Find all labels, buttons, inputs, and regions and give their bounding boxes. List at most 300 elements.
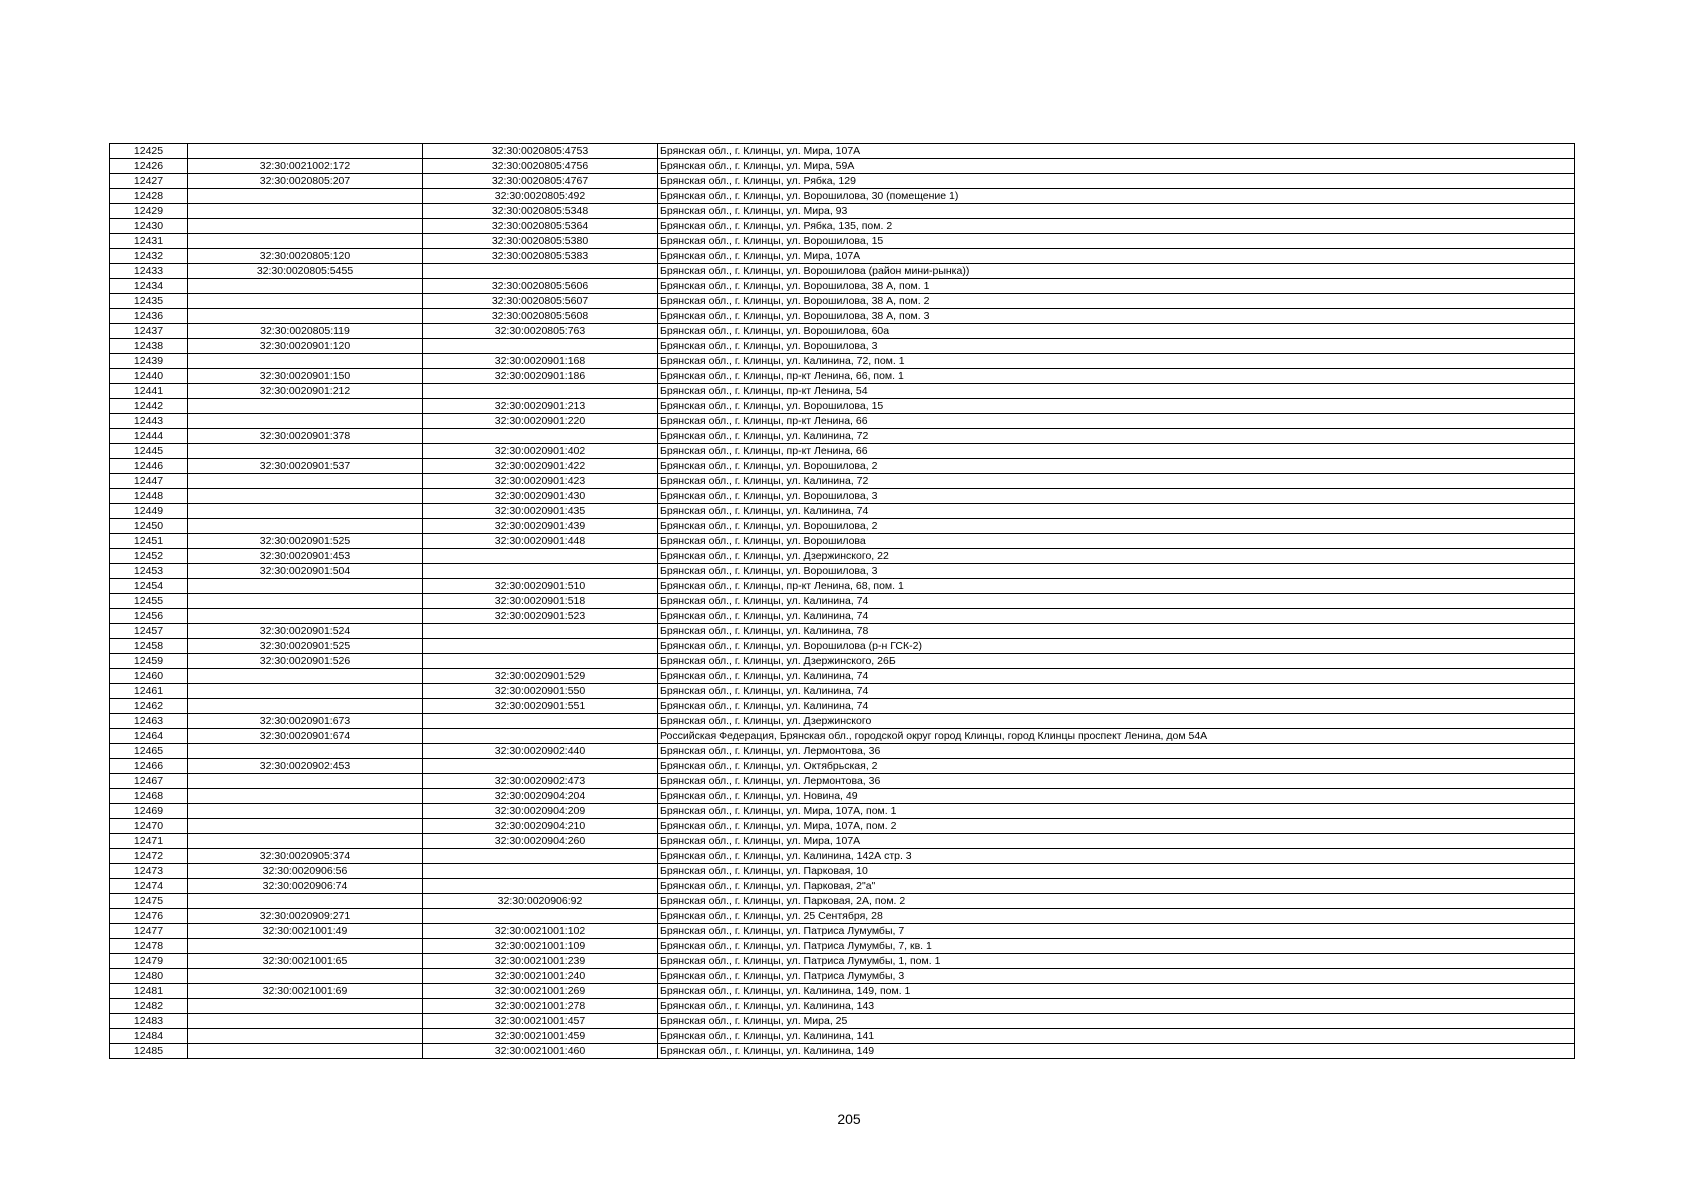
row-number-cell: 12439 [110, 354, 188, 369]
row-number-cell: 12450 [110, 519, 188, 534]
address-cell: Брянская обл., г. Клинцы, ул. Мира, 107А [658, 249, 1575, 264]
object-cadastral-number-cell [423, 564, 658, 579]
table-row [110, 339, 1575, 354]
land-cadastral-number-cell [188, 1029, 423, 1044]
address-cell: Брянская обл., г. Клинцы, ул. Калинина, 142А стр. 3 [658, 849, 1575, 864]
land-cadastral-number-cell: 32:30:0020906:74 [188, 879, 423, 894]
table-row [110, 849, 1575, 864]
address-cell: Брянская обл., г. Клинцы, ул. Рябка, 129 [658, 174, 1575, 189]
land-cadastral-number-cell [188, 774, 423, 789]
address-cell: Брянская обл., г. Клинцы, ул. Калинина, 149 [658, 1044, 1575, 1059]
object-cadastral-number-cell [423, 639, 658, 654]
object-cadastral-number-cell: 32:30:0021001:457 [423, 1014, 658, 1029]
table-row [110, 444, 1575, 459]
object-cadastral-number-cell: 32:30:0021001:278 [423, 999, 658, 1014]
row-number-cell: 12466 [110, 759, 188, 774]
table-row [110, 1029, 1575, 1044]
address-cell: Брянская обл., г. Клинцы, ул. Калинина, 74 [658, 504, 1575, 519]
land-cadastral-number-cell [188, 609, 423, 624]
object-cadastral-number-cell: 32:30:0020901:220 [423, 414, 658, 429]
table-row [110, 1044, 1575, 1059]
table-row [110, 804, 1575, 819]
row-number-cell: 12482 [110, 999, 188, 1014]
land-cadastral-number-cell [188, 579, 423, 594]
row-number-cell: 12459 [110, 654, 188, 669]
address-cell: Брянская обл., г. Клинцы, ул. Ворошилова, 3 [658, 339, 1575, 354]
registry-table [109, 143, 1575, 1059]
address-cell: Брянская обл., г. Клинцы, ул. Парковая, 2"а" [658, 879, 1575, 894]
address-cell: Брянская обл., г. Клинцы, ул. Рябка, 135, пом. 2 [658, 219, 1575, 234]
table-row [110, 969, 1575, 984]
table-row [110, 639, 1575, 654]
land-cadastral-number-cell [188, 594, 423, 609]
address-cell: Брянская обл., г. Клинцы, ул. Калинина, 74 [658, 609, 1575, 624]
row-number-cell: 12440 [110, 369, 188, 384]
address-cell: Брянская обл., г. Клинцы, ул. Ворошилова, 2 [658, 519, 1575, 534]
address-cell: Брянская обл., г. Клинцы, ул. Калинина, 72, пом. 1 [658, 354, 1575, 369]
row-number-cell: 12475 [110, 894, 188, 909]
address-cell: Брянская обл., г. Клинцы, ул. Мира, 93 [658, 204, 1575, 219]
object-cadastral-number-cell: 32:30:0020904:260 [423, 834, 658, 849]
address-cell: Брянская обл., г. Клинцы, ул. Ворошилова, 3 [658, 489, 1575, 504]
address-cell: Брянская обл., г. Клинцы, ул. Калинина, 149, пом. 1 [658, 984, 1575, 999]
table-row [110, 429, 1575, 444]
object-cadastral-number-cell: 32:30:0020805:5606 [423, 279, 658, 294]
table-row [110, 234, 1575, 249]
object-cadastral-number-cell: 32:30:0020904:209 [423, 804, 658, 819]
address-cell: Российская Федерация, Брянская обл., городской округ город Клинцы, город Клинцы проспект Ленина, дом 54А [658, 729, 1575, 744]
land-cadastral-number-cell [188, 819, 423, 834]
object-cadastral-number-cell: 32:30:0020805:5383 [423, 249, 658, 264]
table-row [110, 294, 1575, 309]
land-cadastral-number-cell: 32:30:0020909:271 [188, 909, 423, 924]
address-cell: Брянская обл., г. Клинцы, пр-кт Ленина, 68, пом. 1 [658, 579, 1575, 594]
land-cadastral-number-cell [188, 804, 423, 819]
object-cadastral-number-cell: 32:30:0020906:92 [423, 894, 658, 909]
object-cadastral-number-cell [423, 429, 658, 444]
table-row [110, 534, 1575, 549]
address-cell: Брянская обл., г. Клинцы, ул. Мира, 25 [658, 1014, 1575, 1029]
table-row [110, 399, 1575, 414]
object-cadastral-number-cell: 32:30:0020901:518 [423, 594, 658, 609]
table-row [110, 1014, 1575, 1029]
address-cell: Брянская обл., г. Клинцы, ул. Октябрьская, 2 [658, 759, 1575, 774]
row-number-cell: 12473 [110, 864, 188, 879]
row-number-cell: 12445 [110, 444, 188, 459]
address-cell: Брянская обл., г. Клинцы, ул. Калинина, 72 [658, 474, 1575, 489]
table-row [110, 684, 1575, 699]
row-number-cell: 12455 [110, 594, 188, 609]
object-cadastral-number-cell: 32:30:0021001:239 [423, 954, 658, 969]
address-cell: Брянская обл., г. Клинцы, ул. Ворошилова, 30 (помещение 1) [658, 189, 1575, 204]
object-cadastral-number-cell [423, 339, 658, 354]
row-number-cell: 12453 [110, 564, 188, 579]
row-number-cell: 12468 [110, 789, 188, 804]
object-cadastral-number-cell [423, 384, 658, 399]
address-cell: Брянская обл., г. Клинцы, ул. Дзержинского, 26Б [658, 654, 1575, 669]
land-cadastral-number-cell: 32:30:0020901:453 [188, 549, 423, 564]
object-cadastral-number-cell: 32:30:0020805:5380 [423, 234, 658, 249]
row-number-cell: 12433 [110, 264, 188, 279]
land-cadastral-number-cell [188, 669, 423, 684]
land-cadastral-number-cell [188, 354, 423, 369]
row-number-cell: 12464 [110, 729, 188, 744]
row-number-cell: 12458 [110, 639, 188, 654]
object-cadastral-number-cell [423, 759, 658, 774]
table-row [110, 414, 1575, 429]
land-cadastral-number-cell: 32:30:0020901:525 [188, 639, 423, 654]
object-cadastral-number-cell: 32:30:0020805:4756 [423, 159, 658, 174]
land-cadastral-number-cell [188, 414, 423, 429]
row-number-cell: 12427 [110, 174, 188, 189]
row-number-cell: 12454 [110, 579, 188, 594]
table-row [110, 909, 1575, 924]
address-cell: Брянская обл., г. Клинцы, ул. Ворошилова, 15 [658, 399, 1575, 414]
table-row [110, 174, 1575, 189]
row-number-cell: 12480 [110, 969, 188, 984]
address-cell: Брянская обл., г. Клинцы, ул. Мира, 107А [658, 834, 1575, 849]
land-cadastral-number-cell [188, 684, 423, 699]
land-cadastral-number-cell [188, 699, 423, 714]
object-cadastral-number-cell [423, 864, 658, 879]
table-row [110, 744, 1575, 759]
address-cell: Брянская обл., г. Клинцы, ул. Ворошилова, 38 А, пом. 3 [658, 309, 1575, 324]
object-cadastral-number-cell: 32:30:0020901:551 [423, 699, 658, 714]
table-row [110, 954, 1575, 969]
land-cadastral-number-cell [188, 969, 423, 984]
row-number-cell: 12484 [110, 1029, 188, 1044]
table-row [110, 354, 1575, 369]
object-cadastral-number-cell: 32:30:0020901:422 [423, 459, 658, 474]
land-cadastral-number-cell [188, 939, 423, 954]
land-cadastral-number-cell: 32:30:0020805:120 [188, 249, 423, 264]
object-cadastral-number-cell: 32:30:0021001:102 [423, 924, 658, 939]
row-number-cell: 12462 [110, 699, 188, 714]
row-number-cell: 12448 [110, 489, 188, 504]
object-cadastral-number-cell: 32:30:0020901:435 [423, 504, 658, 519]
table-row [110, 654, 1575, 669]
land-cadastral-number-cell: 32:30:0020901:120 [188, 339, 423, 354]
object-cadastral-number-cell [423, 714, 658, 729]
address-cell: Брянская обл., г. Клинцы, ул. Патриса Лумумбы, 7, кв. 1 [658, 939, 1575, 954]
object-cadastral-number-cell: 32:30:0020904:210 [423, 819, 658, 834]
row-number-cell: 12449 [110, 504, 188, 519]
registry-table-body [110, 144, 1575, 1059]
address-cell: Брянская обл., г. Клинцы, ул. Ворошилова, 38 А, пом. 1 [658, 279, 1575, 294]
address-cell: Брянская обл., г. Клинцы, ул. Дзержинского, 22 [658, 549, 1575, 564]
table-row [110, 759, 1575, 774]
table-row [110, 279, 1575, 294]
land-cadastral-number-cell: 32:30:0020901:378 [188, 429, 423, 444]
table-row [110, 489, 1575, 504]
object-cadastral-number-cell: 32:30:0021001:459 [423, 1029, 658, 1044]
land-cadastral-number-cell [188, 144, 423, 159]
address-cell: Брянская обл., г. Клинцы, ул. Калинина, 143 [658, 999, 1575, 1014]
table-row [110, 579, 1575, 594]
address-cell: Брянская обл., г. Клинцы, ул. Калинина, 74 [658, 594, 1575, 609]
land-cadastral-number-cell: 32:30:0020901:526 [188, 654, 423, 669]
object-cadastral-number-cell [423, 849, 658, 864]
object-cadastral-number-cell: 32:30:0020901:186 [423, 369, 658, 384]
row-number-cell: 12476 [110, 909, 188, 924]
address-cell: Брянская обл., г. Клинцы, пр-кт Ленина, 66 [658, 444, 1575, 459]
row-number-cell: 12477 [110, 924, 188, 939]
address-cell: Брянская обл., г. Клинцы, пр-кт Ленина, 66, пом. 1 [658, 369, 1575, 384]
land-cadastral-number-cell [188, 234, 423, 249]
row-number-cell: 12452 [110, 549, 188, 564]
address-cell: Брянская обл., г. Клинцы, ул. Дзержинского [658, 714, 1575, 729]
land-cadastral-number-cell [188, 444, 423, 459]
table-row [110, 609, 1575, 624]
land-cadastral-number-cell [188, 744, 423, 759]
table-row [110, 369, 1575, 384]
object-cadastral-number-cell: 32:30:0021001:269 [423, 984, 658, 999]
table-row [110, 819, 1575, 834]
land-cadastral-number-cell: 32:30:0020901:525 [188, 534, 423, 549]
address-cell: Брянская обл., г. Клинцы, пр-кт Ленина, 66 [658, 414, 1575, 429]
table-row [110, 264, 1575, 279]
address-cell: Брянская обл., г. Клинцы, ул. Патриса Лумумбы, 7 [658, 924, 1575, 939]
row-number-cell: 12443 [110, 414, 188, 429]
land-cadastral-number-cell [188, 1014, 423, 1029]
land-cadastral-number-cell: 32:30:0020901:150 [188, 369, 423, 384]
land-cadastral-number-cell [188, 789, 423, 804]
object-cadastral-number-cell: 32:30:0020901:448 [423, 534, 658, 549]
object-cadastral-number-cell: 32:30:0020901:510 [423, 579, 658, 594]
row-number-cell: 12481 [110, 984, 188, 999]
table-row [110, 624, 1575, 639]
land-cadastral-number-cell: 32:30:0020902:453 [188, 759, 423, 774]
object-cadastral-number-cell: 32:30:0020805:492 [423, 189, 658, 204]
land-cadastral-number-cell: 32:30:0020805:5455 [188, 264, 423, 279]
row-number-cell: 12469 [110, 804, 188, 819]
object-cadastral-number-cell: 32:30:0020901:430 [423, 489, 658, 504]
object-cadastral-number-cell: 32:30:0021001:460 [423, 1044, 658, 1059]
address-cell: Брянская обл., г. Клинцы, ул. Ворошилова, 60а [658, 324, 1575, 339]
address-cell: Брянская обл., г. Клинцы, ул. Лермонтова, 36 [658, 774, 1575, 789]
object-cadastral-number-cell: 32:30:0020805:4767 [423, 174, 658, 189]
land-cadastral-number-cell [188, 219, 423, 234]
address-cell: Брянская обл., г. Клинцы, ул. Калинина, 141 [658, 1029, 1575, 1044]
land-cadastral-number-cell: 32:30:0020901:537 [188, 459, 423, 474]
table-row [110, 249, 1575, 264]
object-cadastral-number-cell: 32:30:0020901:213 [423, 399, 658, 414]
address-cell: Брянская обл., г. Клинцы, ул. Патриса Лумумбы, 1, пом. 1 [658, 954, 1575, 969]
object-cadastral-number-cell [423, 264, 658, 279]
table-row [110, 879, 1575, 894]
row-number-cell: 12426 [110, 159, 188, 174]
object-cadastral-number-cell: 32:30:0021001:240 [423, 969, 658, 984]
land-cadastral-number-cell [188, 294, 423, 309]
land-cadastral-number-cell [188, 834, 423, 849]
land-cadastral-number-cell [188, 399, 423, 414]
address-cell: Брянская обл., г. Клинцы, ул. Новина, 49 [658, 789, 1575, 804]
table-row [110, 324, 1575, 339]
row-number-cell: 12467 [110, 774, 188, 789]
table-row [110, 939, 1575, 954]
land-cadastral-number-cell: 32:30:0020905:374 [188, 849, 423, 864]
land-cadastral-number-cell: 32:30:0020901:524 [188, 624, 423, 639]
row-number-cell: 12460 [110, 669, 188, 684]
row-number-cell: 12446 [110, 459, 188, 474]
address-cell: Брянская обл., г. Клинцы, ул. Парковая, 2А, пом. 2 [658, 894, 1575, 909]
land-cadastral-number-cell: 32:30:0020906:56 [188, 864, 423, 879]
object-cadastral-number-cell: 32:30:0020901:529 [423, 669, 658, 684]
land-cadastral-number-cell: 32:30:0020805:207 [188, 174, 423, 189]
table-row [110, 834, 1575, 849]
row-number-cell: 12435 [110, 294, 188, 309]
land-cadastral-number-cell [188, 1044, 423, 1059]
land-cadastral-number-cell [188, 189, 423, 204]
land-cadastral-number-cell [188, 489, 423, 504]
row-number-cell: 12437 [110, 324, 188, 339]
object-cadastral-number-cell [423, 879, 658, 894]
table-row [110, 204, 1575, 219]
row-number-cell: 12428 [110, 189, 188, 204]
address-cell: Брянская обл., г. Клинцы, ул. Мира, 107А, пом. 1 [658, 804, 1575, 819]
row-number-cell: 12442 [110, 399, 188, 414]
address-cell: Брянская обл., г. Клинцы, ул. Ворошилова, 3 [658, 564, 1575, 579]
row-number-cell: 12483 [110, 1014, 188, 1029]
row-number-cell: 12451 [110, 534, 188, 549]
object-cadastral-number-cell: 32:30:0021001:109 [423, 939, 658, 954]
table-row [110, 519, 1575, 534]
address-cell: Брянская обл., г. Клинцы, ул. Мира, 107А [658, 144, 1575, 159]
row-number-cell: 12436 [110, 309, 188, 324]
row-number-cell: 12456 [110, 609, 188, 624]
land-cadastral-number-cell: 32:30:0020901:674 [188, 729, 423, 744]
address-cell: Брянская обл., г. Клинцы, ул. Мира, 107А, пом. 2 [658, 819, 1575, 834]
object-cadastral-number-cell: 32:30:0020904:204 [423, 789, 658, 804]
address-cell: Брянская обл., г. Клинцы, ул. Ворошилова (район мини-рынка)) [658, 264, 1575, 279]
row-number-cell: 12431 [110, 234, 188, 249]
land-cadastral-number-cell [188, 504, 423, 519]
table-row [110, 714, 1575, 729]
object-cadastral-number-cell: 32:30:0020805:5364 [423, 219, 658, 234]
object-cadastral-number-cell: 32:30:0020805:4753 [423, 144, 658, 159]
object-cadastral-number-cell: 32:30:0020901:523 [423, 609, 658, 624]
row-number-cell: 12430 [110, 219, 188, 234]
address-cell: Брянская обл., г. Клинцы, ул. Калинина, 72 [658, 429, 1575, 444]
land-cadastral-number-cell: 32:30:0020901:673 [188, 714, 423, 729]
table-row [110, 894, 1575, 909]
table-row [110, 219, 1575, 234]
object-cadastral-number-cell: 32:30:0020902:440 [423, 744, 658, 759]
table-row [110, 564, 1575, 579]
table-row [110, 384, 1575, 399]
table-row [110, 924, 1575, 939]
table-row [110, 189, 1575, 204]
land-cadastral-number-cell [188, 999, 423, 1014]
address-cell: Брянская обл., г. Клинцы, ул. Ворошилова (р-н ГСК-2) [658, 639, 1575, 654]
object-cadastral-number-cell: 32:30:0020902:473 [423, 774, 658, 789]
page-number: 205 [837, 1111, 861, 1127]
address-cell: Брянская обл., г. Клинцы, ул. Ворошилова [658, 534, 1575, 549]
address-cell: Брянская обл., г. Клинцы, пр-кт Ленина, 54 [658, 384, 1575, 399]
address-cell: Брянская обл., г. Клинцы, ул. Калинина, 74 [658, 699, 1575, 714]
object-cadastral-number-cell: 32:30:0020805:5607 [423, 294, 658, 309]
object-cadastral-number-cell: 32:30:0020901:550 [423, 684, 658, 699]
table-row [110, 459, 1575, 474]
address-cell: Брянская обл., г. Клинцы, ул. 25 Сентября, 28 [658, 909, 1575, 924]
table-row [110, 309, 1575, 324]
row-number-cell: 12457 [110, 624, 188, 639]
table-row [110, 699, 1575, 714]
row-number-cell: 12471 [110, 834, 188, 849]
table-row [110, 984, 1575, 999]
row-number-cell: 12425 [110, 144, 188, 159]
row-number-cell: 12478 [110, 939, 188, 954]
object-cadastral-number-cell [423, 549, 658, 564]
row-number-cell: 12441 [110, 384, 188, 399]
object-cadastral-number-cell: 32:30:0020901:168 [423, 354, 658, 369]
table-row [110, 999, 1575, 1014]
land-cadastral-number-cell: 32:30:0021002:172 [188, 159, 423, 174]
object-cadastral-number-cell: 32:30:0020901:423 [423, 474, 658, 489]
row-number-cell: 12479 [110, 954, 188, 969]
object-cadastral-number-cell: 32:30:0020901:402 [423, 444, 658, 459]
table-row [110, 474, 1575, 489]
object-cadastral-number-cell [423, 624, 658, 639]
object-cadastral-number-cell: 32:30:0020805:5608 [423, 309, 658, 324]
table-row [110, 504, 1575, 519]
land-cadastral-number-cell [188, 894, 423, 909]
table-row [110, 669, 1575, 684]
table-row [110, 864, 1575, 879]
table-row [110, 594, 1575, 609]
row-number-cell: 12438 [110, 339, 188, 354]
row-number-cell: 12444 [110, 429, 188, 444]
land-cadastral-number-cell [188, 204, 423, 219]
row-number-cell: 12434 [110, 279, 188, 294]
land-cadastral-number-cell: 32:30:0020901:504 [188, 564, 423, 579]
address-cell: Брянская обл., г. Клинцы, ул. Ворошилова, 15 [658, 234, 1575, 249]
table-row [110, 789, 1575, 804]
address-cell: Брянская обл., г. Клинцы, ул. Калинина, 74 [658, 684, 1575, 699]
address-cell: Брянская обл., г. Клинцы, ул. Патриса Лумумбы, 3 [658, 969, 1575, 984]
address-cell: Брянская обл., г. Клинцы, ул. Ворошилова, 38 А, пом. 2 [658, 294, 1575, 309]
address-cell: Брянская обл., г. Клинцы, ул. Мира, 59А [658, 159, 1575, 174]
address-cell: Брянская обл., г. Клинцы, ул. Калинина, 74 [658, 669, 1575, 684]
row-number-cell: 12432 [110, 249, 188, 264]
table-row [110, 159, 1575, 174]
land-cadastral-number-cell: 32:30:0021001:49 [188, 924, 423, 939]
row-number-cell: 12447 [110, 474, 188, 489]
row-number-cell: 12465 [110, 744, 188, 759]
land-cadastral-number-cell [188, 519, 423, 534]
land-cadastral-number-cell: 32:30:0020901:212 [188, 384, 423, 399]
object-cadastral-number-cell [423, 909, 658, 924]
table-row [110, 729, 1575, 744]
row-number-cell: 12472 [110, 849, 188, 864]
land-cadastral-number-cell: 32:30:0021001:69 [188, 984, 423, 999]
object-cadastral-number-cell [423, 654, 658, 669]
row-number-cell: 12463 [110, 714, 188, 729]
land-cadastral-number-cell [188, 279, 423, 294]
address-cell: Брянская обл., г. Клинцы, ул. Калинина, 78 [658, 624, 1575, 639]
object-cadastral-number-cell: 32:30:0020805:763 [423, 324, 658, 339]
land-cadastral-number-cell: 32:30:0021001:65 [188, 954, 423, 969]
table-row [110, 549, 1575, 564]
row-number-cell: 12485 [110, 1044, 188, 1059]
object-cadastral-number-cell [423, 729, 658, 744]
row-number-cell: 12470 [110, 819, 188, 834]
land-cadastral-number-cell [188, 474, 423, 489]
land-cadastral-number-cell: 32:30:0020805:119 [188, 324, 423, 339]
row-number-cell: 12461 [110, 684, 188, 699]
row-number-cell: 12474 [110, 879, 188, 894]
row-number-cell: 12429 [110, 204, 188, 219]
